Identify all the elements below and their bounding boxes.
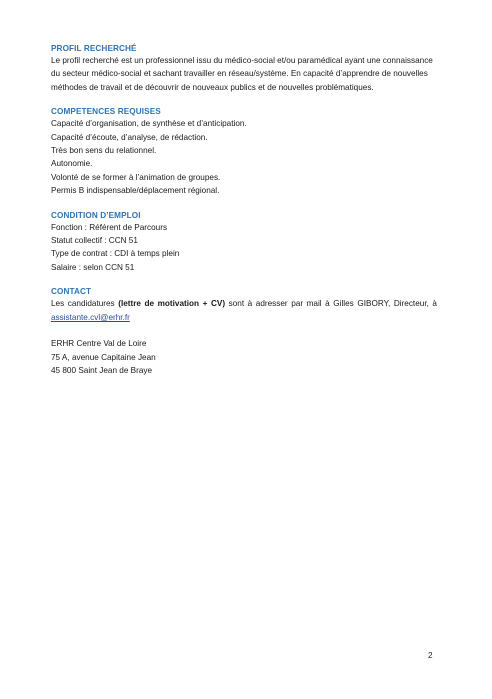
profil-paragraph (51, 54, 437, 94)
section-heading-competences: COMPETENCES REQUISES (51, 107, 161, 117)
section-heading-contact: CONTACT (51, 287, 92, 297)
contact-text-before: Les candidatures (51, 299, 119, 309)
document-content (51, 43, 437, 389)
address-line: 45 800 Saint Jean de Braye (51, 365, 153, 375)
competence-item: Capacité d’écoute, d’analyse, de rédaction. (51, 132, 208, 142)
contact-email-line (51, 311, 437, 324)
contact-paragraph (51, 297, 437, 310)
competence-item: Autonomie. (51, 159, 93, 169)
spacer (51, 324, 437, 337)
section-contact (51, 286, 437, 377)
section-condition (51, 210, 437, 275)
section-competences (51, 106, 437, 197)
section-heading-condition: CONDITION D’EMPLOI (51, 210, 141, 220)
profil-line: Le profil recherché est un professionnel issu du médico-social et/ou paramédical ayant une connaissance (51, 56, 433, 65)
condition-item: Statut collectif : CCN 51 (51, 236, 138, 246)
contact-text-after: sont à adresser par mail à Gilles GIBORY, Directeur, à (225, 299, 437, 309)
contact-text-bold: (lettre de motivation + CV) (118, 299, 226, 309)
address-line: 75 A, avenue Capitaine Jean (51, 352, 156, 362)
competence-item: Permis B indispensable/déplacement régional. (51, 186, 220, 196)
condition-item: Salaire : selon CCN 51 (51, 262, 135, 272)
profil-line: méthodes de travail et de découvrir de nouveaux publics et de nouvelles problématiques. (51, 82, 374, 92)
competence-item: Très bon sens du relationnel. (51, 146, 157, 156)
section-profil (51, 43, 437, 94)
contact-email-link[interactable]: assistante.cvl@erhr.fr (51, 312, 130, 322)
address-line: ERHR Centre Val de Loire (51, 339, 147, 349)
condition-item: Type de contrat : CDI à temps plein (51, 249, 180, 259)
page-number: 2 (428, 651, 433, 660)
section-heading-profil: PROFIL RECHERCHÉ (51, 44, 137, 53)
competence-item: Volonté de se former à l’animation de groupes. (51, 172, 221, 182)
condition-item: Fonction : Référent de Parcours (51, 222, 168, 232)
competence-item: Capacité d’organisation, de synthèse et d’anticipation. (51, 119, 247, 129)
profil-line: du secteur médico-social et sachant travailler en réseau/système. En capacité d’apprendre de nouvelles (51, 69, 428, 79)
